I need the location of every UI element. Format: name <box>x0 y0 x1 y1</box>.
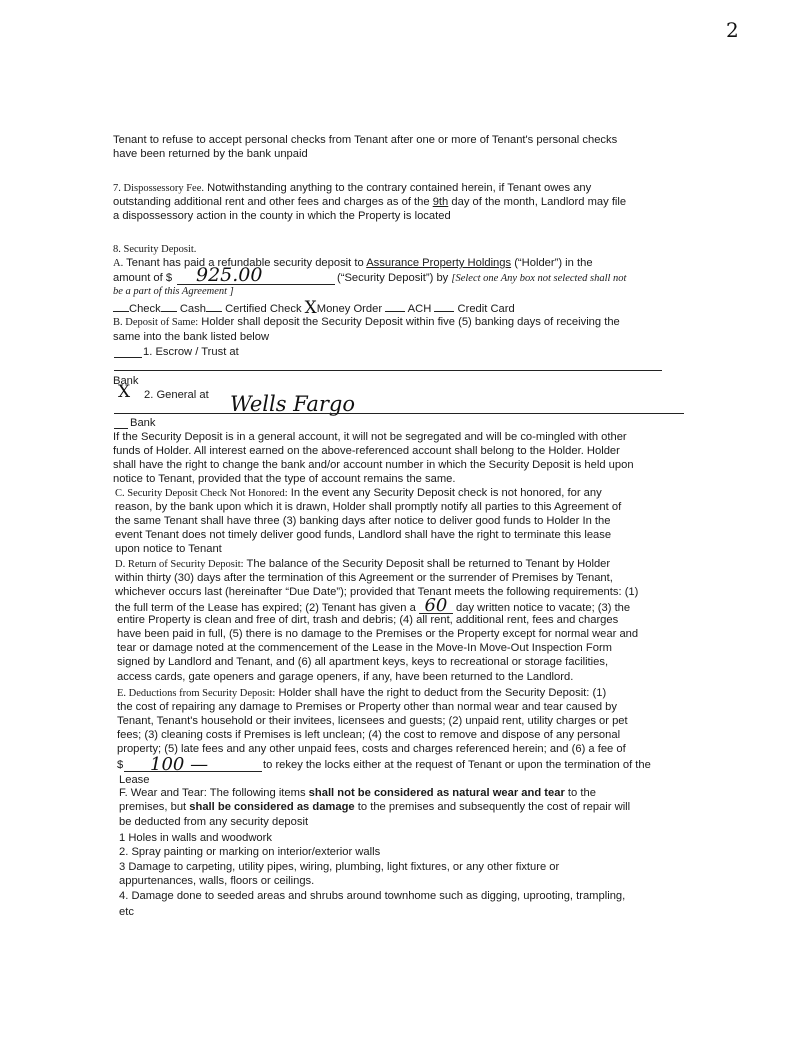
d-text-4: the full term of the Lease has expired; (2) Tenant has given a 60 day written notice to vacate; (3) the <box>115 595 631 616</box>
d-text-6: have been paid in full, (5) there is no damage to the Premises or the Property except for normal wear and <box>117 628 639 640</box>
d-text-2: within thirty (30) days after the termination of this Agreement or the surrender of Premises by Tenant, <box>115 572 613 584</box>
c-text-3: event Tenant does not timely deliver good funds, Landlord shall have the right to terminate this lease <box>115 529 612 541</box>
section-8a-line-2: amount of $ <box>113 272 173 284</box>
general-text-2: funds of Holder. All interest earned on the above-referenced account shall belong to the Holder. Holder <box>113 445 620 457</box>
wear-item-4: 4. Damage done to seeded areas and shrubs around townhome such as digging, uprooting, trampling, <box>119 890 626 902</box>
holder-name: Assurance Property Holdings <box>366 257 512 269</box>
section-8d-line-1: D. Return of Security Deposit: The balance of the Security Deposit shall be returned to Tenant by Holder <box>115 558 611 570</box>
wear-item-1: 1 Holes in walls and woodwork <box>119 832 272 844</box>
deposit-amount-handwritten: 925.00 <box>196 264 263 286</box>
section-7-line-3: a dispossessory action in the county in which the Property is located <box>113 210 451 222</box>
section-7-line-2: outstanding additional rent and other fees and charges as of the 9th day of the month, Landlord may file <box>113 196 627 208</box>
d-text-7: tear or damage noted at the commencement of the Lease in the Move-In Move-Out Inspection Form <box>117 642 612 654</box>
section-8a-line-2b: (“Security Deposit”) by [Select one Any box not selected shall not <box>337 272 627 284</box>
d-text-3: whichever occurs last (hereinafter “Due Date”); provided that Tenant meets the following requirements: (1) <box>115 586 639 598</box>
bank-label-1: Bank <box>113 375 139 387</box>
d-text-8: signed by Landlord and Tenant, and (6) all apartment keys, keys to recreational or storage facilities, <box>117 656 609 668</box>
wear-item-3b: appurtenances, walls, floors or ceilings. <box>119 875 315 887</box>
section-8b-heading: B. Deposit of Same: <box>113 317 199 328</box>
e-text-7: Lease <box>119 774 150 786</box>
e-text-4: property; (5) late fees and any other unpaid fees, costs and charges referenced herein; and (6) a fee of <box>117 743 626 755</box>
general-text-1: If the Security Deposit is in a general account, it will not be segregated and will be co-mingled with other <box>113 431 627 443</box>
wear-item-2: 2. Spray painting or marking on interior/exterior walls <box>119 846 381 858</box>
c-text-2: the same Tenant shall have three (3) banking days after notice to deliver good funds to Holder In the <box>115 515 611 527</box>
general-bank-line <box>114 413 684 414</box>
e-text-1: the cost of repairing any damage to Premises or Property other than normal wear and tear caused by <box>117 701 617 713</box>
money-order-mark: X <box>304 298 317 318</box>
wear-item-4b: etc <box>119 906 134 918</box>
page-number: 2 <box>726 18 739 42</box>
section-8e-line-1: E. Deductions from Security Deposit: Holder shall have the right to deduct from the Security Deposit: (1) <box>117 687 607 699</box>
d-text-9: access cards, gate openers and garage openers, if any, have been returned to the Landlord. <box>117 671 574 683</box>
general-bank-handwritten: Wells Fargo <box>230 392 355 416</box>
section-8d-heading: D. Return of Security Deposit: <box>115 559 244 570</box>
section-8e-heading: E. Deductions from Security Deposit: <box>117 688 276 699</box>
section-8f-line-3: be deducted from any security deposit <box>119 816 309 828</box>
section-7-heading: 7. Dispossessory Fee. <box>113 183 204 194</box>
intro-line-1: Tenant to refuse to accept personal checks from Tenant after one or more of Tenant's personal checks <box>113 134 618 146</box>
section-8-heading: 8. Security Deposit. <box>113 244 197 255</box>
general-label: 2. General at <box>144 389 209 401</box>
general-mark: X <box>118 382 131 402</box>
escrow-blank <box>114 357 142 358</box>
check-blank <box>113 311 129 312</box>
rekey-fee-handwritten: 100 — <box>150 754 209 775</box>
intro-line-2: have been returned by the bank unpaid <box>113 148 308 160</box>
section-7-line-1: 7. Dispossessory Fee. Notwithstanding anything to the contrary contained herein, if Tenant owes any <box>113 182 592 194</box>
section-8c-heading: C. Security Deposit Check Not Honored: <box>115 488 288 499</box>
wear-item-3: 3 Damage to carpeting, utility pipes, wiring, plumbing, light fixtures, or any other fixture or <box>119 861 560 873</box>
notice-days-handwritten: 60 <box>419 599 453 614</box>
bank-label-2: Bank <box>130 417 156 429</box>
section-8f-line-1: F. Wear and Tear: The following items shall not be considered as natural wear and tear to the <box>119 787 596 799</box>
section-8a-select-note: be a part of this Agreement ] <box>113 286 234 297</box>
section-8c-line-1: C. Security Deposit Check Not Honored: In the event any Security Deposit check is not honored, for any <box>115 487 602 499</box>
c-text-1: reason, by the bank upon which it is drawn, Holder shall promptly notify all parties to this Agreement of <box>115 501 622 513</box>
section-8b-line-2: same into the bank listed below <box>113 331 270 343</box>
section-8f-line-2: premises, but shall be considered as damage to the premises and subsequently the cost of repair will <box>119 801 631 813</box>
c-text-4: upon notice to Tenant <box>115 543 222 555</box>
escrow-bank-line <box>114 370 662 371</box>
due-day-field: 9th <box>432 196 449 208</box>
e-text-3: fees; (3) cleaning costs if Premises is left unclean; (4) the cost to remove and dispose of any personal <box>117 729 621 741</box>
general-text-4: notice to Tenant, provided that the type of account remains the same. <box>113 473 456 485</box>
payment-methods: Check Cash Certified Check XMoney Order ACH Credit Card <box>113 300 811 316</box>
section-8f-heading: F. Wear and Tear: <box>119 787 207 799</box>
e-dollar: $ <box>117 759 124 771</box>
e-text-2: Tenant, Tenant's household or their invitees, licensees and guests; (2) unpaid rent, utility charges or pet <box>117 715 628 727</box>
e-text-6: to rekey the locks either at the request of Tenant or upon the termination of the <box>263 759 651 771</box>
general-text-3: shall have the right to change the bank and/or account number in which the Security Deposit is held upon <box>113 459 634 471</box>
section-8a-line-1: A. Tenant has paid a refundable security deposit to Assurance Property Holdings (“Holder”) in the <box>113 257 593 269</box>
escrow-label: 1. Escrow / Trust at <box>143 346 239 358</box>
section-8b-line-1: B. Deposit of Same: Holder shall deposit the Security Deposit within five (5) banking days of receiving the <box>113 316 620 328</box>
d-text-5: entire Property is clean and free of dirt, trash and debris; (4) all rent, additional rent, fees and charges <box>117 614 619 626</box>
